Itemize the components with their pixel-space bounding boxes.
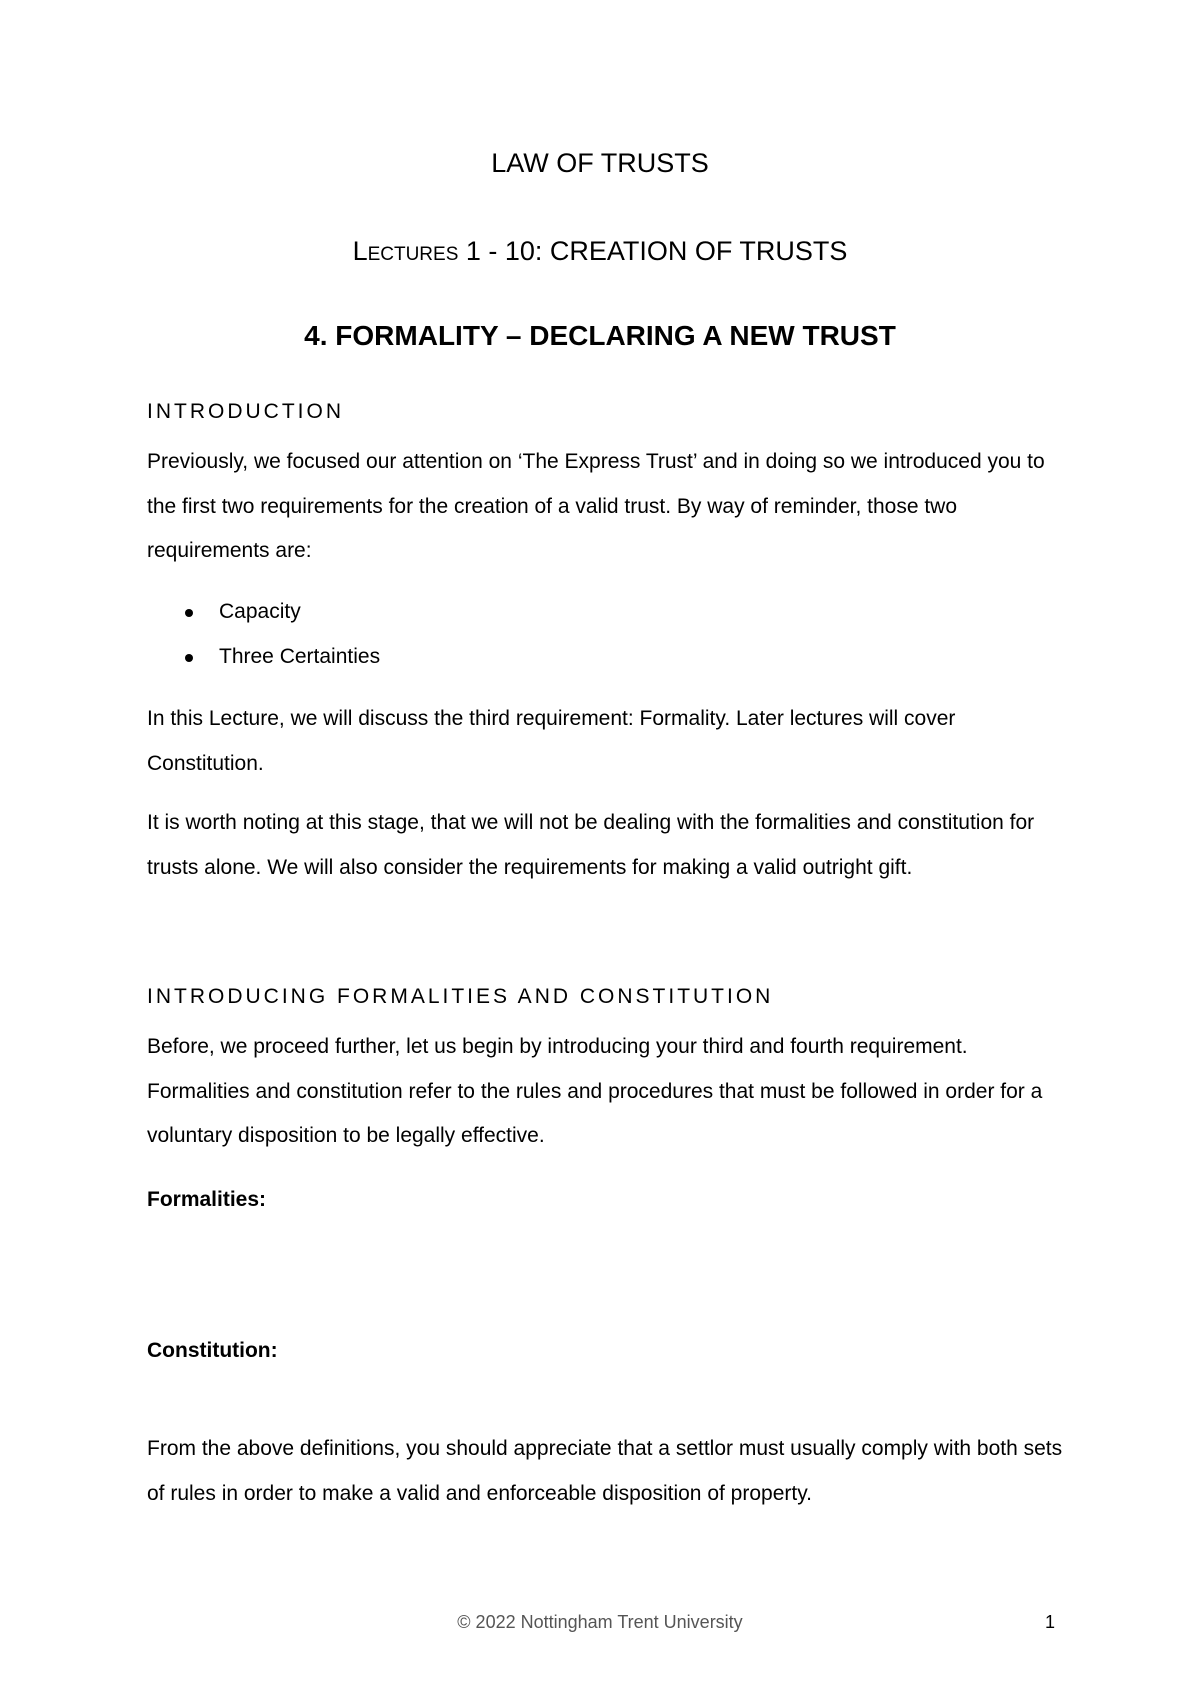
bullet-icon [185,609,193,617]
formalities-paragraph-1: Before, we proceed further, let us begin by introducing your third and fourth requirement. Formalities and constitution refer to the rules and procedures that must be followed in order for a voluntary disposition to be legally effective. [147,1035,1043,1147]
document-title: LAW OF TRUSTS [491,148,709,178]
constitution-label: Constitution: [147,1339,278,1362]
list-item-label: Three Certainties [219,644,381,668]
subtitle-rest: 1 - 10: CREATION OF TRUSTS [458,236,848,266]
list-item-label: Capacity [219,600,301,623]
introduction-heading: INTRODUCTION [147,400,344,423]
page-number: 1 [1045,1612,1056,1632]
document-subtitle [0,236,1200,267]
subtitle-small-caps: Lectures [352,236,459,266]
footer-copyright: © 2022 Nottingham Trent University [457,1612,743,1632]
list-item [147,590,1067,635]
list-item [147,635,1067,680]
requirements-list [147,590,1067,679]
introduction-paragraph-2: In this Lecture, we will discuss the third requirement: Formality. Later lectures will cover Constitution. [147,707,956,775]
formalities-label: Formalities: [147,1188,267,1211]
formalities-paragraph-2: From the above definitions, you should appreciate that a settlor must usually comply with both sets of rules in order to make a valid and enforceable disposition of property. [147,1437,1063,1505]
formalities-section-heading: INTRODUCING FORMALITIES AND CONSTITUTION [147,985,774,1008]
lecture-heading: 4. FORMALITY – DECLARING A NEW TRUST [304,320,896,351]
bullet-icon [185,654,193,662]
introduction-paragraph-1: Previously, we focused our attention on ‘The Express Trust’ and in doing so we introduced you to the first two requirements for the creation of a valid trust. By way of reminder, those two requirements are: [147,450,1045,562]
introduction-paragraph-3: It is worth noting at this stage, that we will not be dealing with the formalities and constitution for trusts alone. We will also consider the requirements for making a valid outright gift. [147,811,1035,879]
